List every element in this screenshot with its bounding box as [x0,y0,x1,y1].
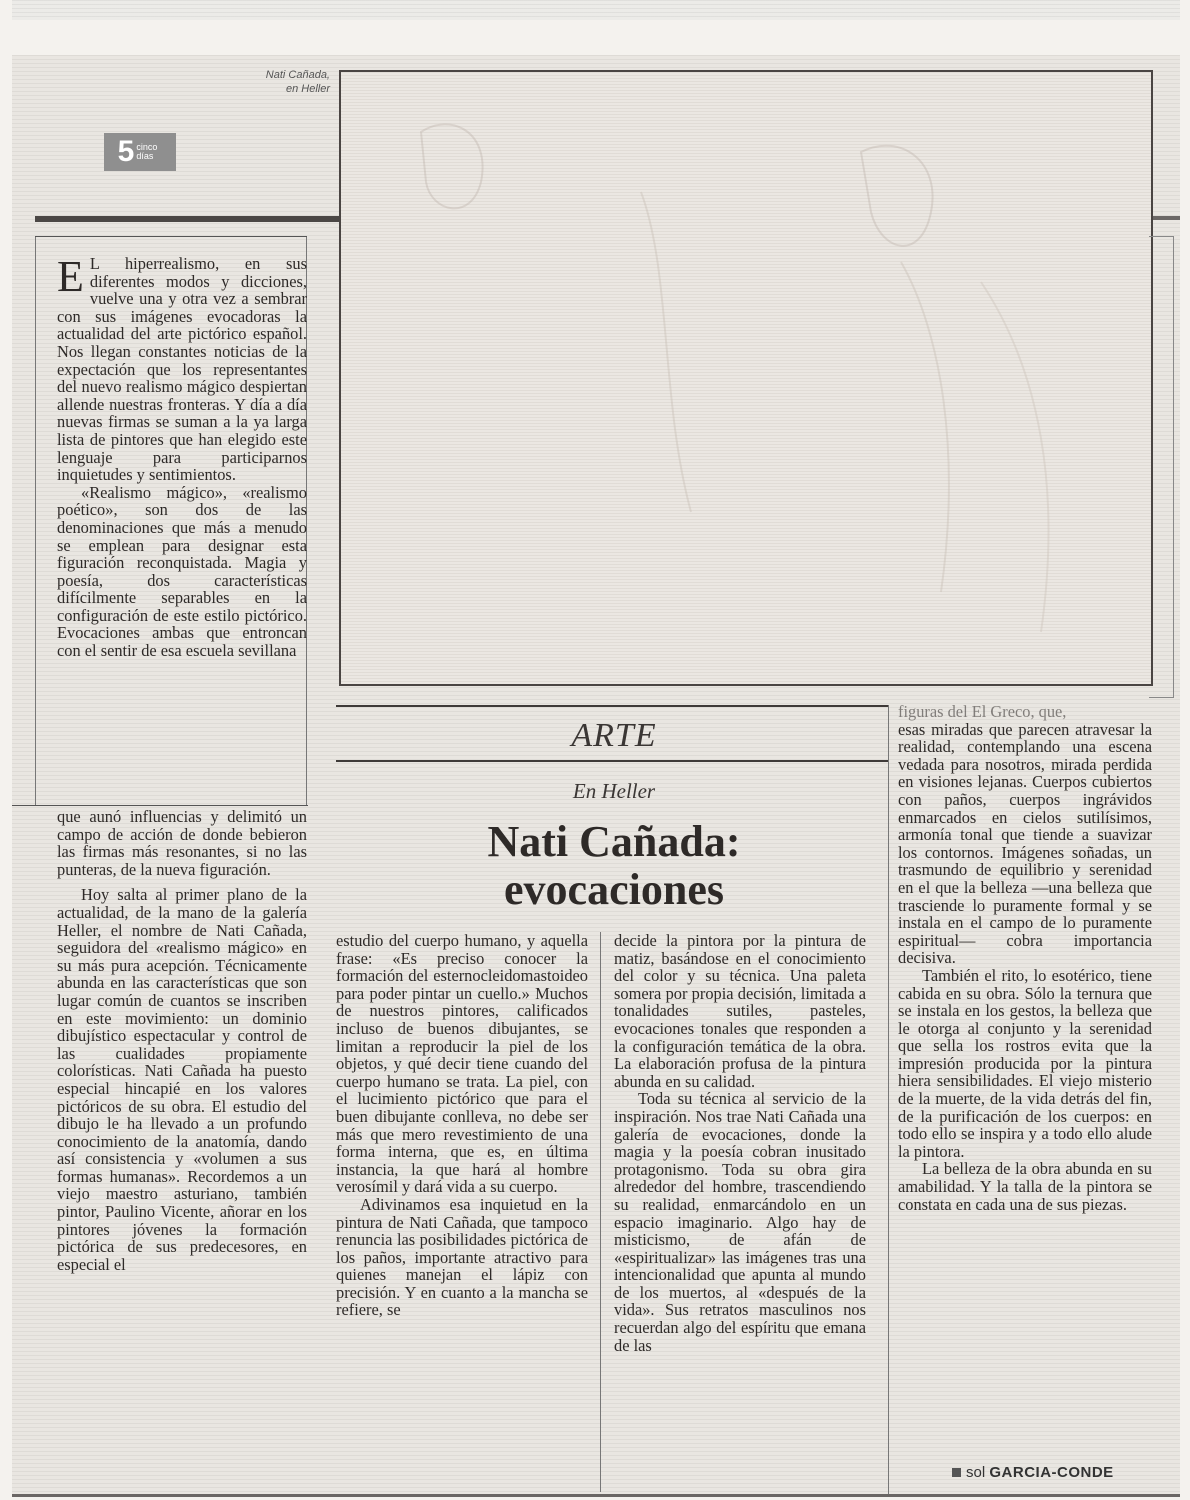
col1-left-border [35,236,36,806]
logo-number: 5 [117,135,135,168]
column-2 [336,932,588,1319]
col1b-paragraph-1: que aunó influencias y delimitó un campo de acción de donde bebieron las firmas más resonantes, si no las punteras, de la nueva figuración. [57,807,307,879]
col3-paragraph-1: decide la pintora por la pintura de matiz, basándose en el conocimiento del color y su técnica. Una paleta somera por propia decisión, limitada a tonalidades sutiles, pasteles, evocaciones tonales que responden a la configuración temática de la obra. La elaboración profusa de la pintura abunda en su calidad. [614,931,866,1091]
article-subtitle: En Heller [572,779,656,803]
col1-paragraph-1 [57,252,307,485]
headline-line1: Nati Cañada: [487,817,741,866]
col1-paragraph-1-text: L hiperrealismo, en sus diferentes modos y dicciones, vuelve una y otra vez a sembrar con sus imágenes evocadoras la actualidad del arte pictórico español. Nos llegan constantes noticias de la expectación que los representantes del nuevo realismo mágico despiertan allende nuestras fronteras. Y día a día nuevas firmas se suman a la ya larga lista de pintores que han elegido este lenguaje para participarnos inquietudes y sentimientos. [57,254,307,485]
bottom-rule [12,1494,1180,1497]
col4-paragraph-2: También el rito, lo esotérico, tiene cabida en su obra. Sólo la ternura que se instala en los gestos, la belleza que le otorga al conjunto y la serenidad que sella los rostros evita que la impresión producida por la pintura hiera sensibilidades. El viejo misterio de la muerte, de la vida detrás del fin, de la purificación de los cuerpos: en todo ello se inspira y a todo ello alude la pintora. [898,965,1152,1161]
logo-word: cinco días [136,142,158,161]
header-rule-bottom [336,760,888,762]
photo-caption-line1: Nati Cañada, [265,69,330,81]
byline-surname: GARCIA-CONDE [989,1464,1114,1481]
col3-left-border [600,932,601,1492]
col4-clipped-line: figuras del El Greco, que, [898,702,1067,721]
col1-top-border [35,236,307,237]
photo-caption-line2: en Heller [285,83,330,95]
column-1 [57,252,307,661]
col1b-paragraph-2: Hoy salta al primer plano de la actualidad, de la mano de la galería Heller, el nombre de Nati Cañada, seguidora del «realismo mágico» en su más pura acepción. Técnicamente abunda en las características que son lugar común de cuantos se inscriben en este movimiento: un dominio dibujístico espectacular y control de las cualidades propiamente colorísticas. Nati Cañada ha puesto especial hincapié en los valores pictóricos de su obra. El estudio del dibujo le ha llevado a un profundo conocimiento de la anatomía, dando así consistencia y «volumen a sus formas humanas». Recordemos a un viejo maestro asturiano, también pintor, Paulino Vicente, añorar en los pintores jóvenes la formación pictórica de sus predecesores, en especial el [57,885,307,1274]
clipping-top-strip [12,0,1180,20]
artwork-photo-figures [341,72,1151,684]
column-4 [898,703,1152,1213]
artwork-photo [339,70,1153,686]
col4-paragraph-1: esas miradas que parecen atravesar la realidad, contemplando una escena vedada para nosotros, mirada perdida en visiones lejanas. Cuerpos cubiertos con paños, cuerpos ingrávidos enmarcados en cielos sutilísimos, armonía tonal que tiende a suavizar los contornos. Imágenes soñadas, un trasmundo de equilibrio y serenidad en el que la belleza —una belleza que trasciende lo puramente formal y se instala en el campo de lo puramente espiritual— cobra importancia decisiva. [898,719,1152,968]
section-title: ARTE [571,717,657,754]
article-headline [340,818,888,914]
header-rule-top [336,705,888,707]
author-byline [952,1464,1152,1482]
byline-first: sol [966,1464,986,1481]
column-3 [614,932,866,1354]
column-1-continued [57,808,307,1273]
headline-line2: evocaciones [504,865,724,914]
newspaper-logo [104,133,176,171]
col1-paragraph-2: «Realismo mágico», «realismo poético», son dos de las denominaciones que más a menudo se emplean para designar esta figuración reconquistada. Magia y poesía, dos características difícilmente separables en la configuración de este estilo pictórico. Evocaciones ambas que entroncan con el sentir de esa escuela sevillana [57,482,307,661]
col3-paragraph-2: Toda su técnica al servicio de la inspiración. Nos trae Nati Cañada una galería de evocaciones, donde la magia y la poesía cobran inusitado protagonismo. Toda su obra gira alrededor del hombre, trascendiendo su realidad, enmarcándolo en un espacio imaginario. Algo hay de misticismo, de afán de «espiritualizar» las imágenes tras una intencionalidad que apunta al mundo de los muertos, al «después de la vida». Sus retratos masculinos nos recuerdan algo del espíritu que emana de las [614,1089,866,1355]
col4-left-border [888,705,889,1495]
top-rule [35,216,340,222]
clip-seam-left [12,805,308,806]
col2-paragraph-1: estudio del cuerpo humano, y aquella frase: «Es preciso conocer la formación del esternocleidomastoideo para poder pintar un cuello.» Muchos de nuestros pintores, calificados incluso de buenos dibujantes, se limitan a reproducir la piel de los objetos, y qué decir tiene cuando del cuerpo humano se trata. La piel, con el lucimiento pictórico que para el buen dibujante conlleva, no debe ser más que mero revestimiento de una forma interna, que es, en última instancia, la que hará al hombre verosímil y dará vida a su cuerpo. [336,931,588,1197]
photo-caption [180,68,330,96]
photo-frame-edge [1149,236,1174,698]
dropcap: E [57,252,84,301]
col2-paragraph-2: Adivinamos esa inquietud en la pintura de Nati Cañada, que tampoco renuncia las posibilidades pictórica de los paños, importante atractivo para quienes manejan el lápiz con precisión. Y en cuanto a la mancha se refiere, se [336,1194,588,1320]
byline-square-icon [952,1468,961,1477]
col4-paragraph-3: La belleza de la obra abunda en su amabilidad. Y la talla de la pintora se constata en cada una de sus piezas. [898,1159,1152,1214]
